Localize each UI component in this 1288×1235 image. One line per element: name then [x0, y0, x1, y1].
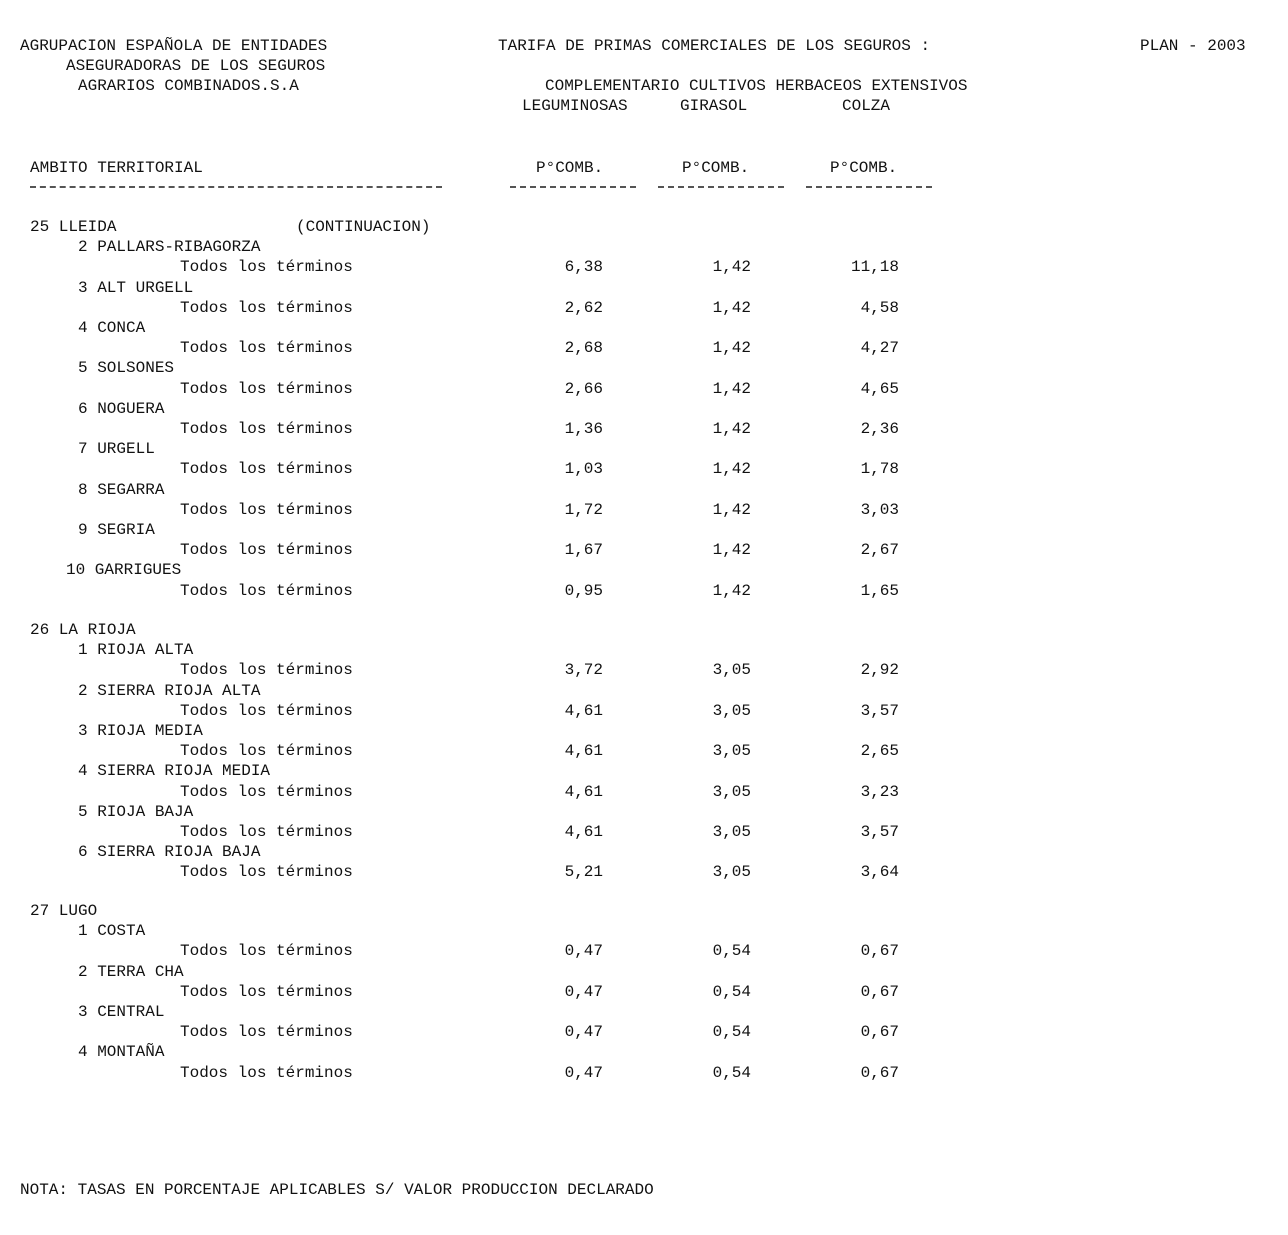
comarca-name: 2 PALLARS-RIBAGORZA: [78, 238, 261, 257]
document-title: TARIFA DE PRIMAS COMERCIALES DE LOS SEGUROS :: [498, 37, 931, 55]
rate-value: 1,42: [712, 298, 751, 317]
comarca-name: 3 RIOJA MEDIA: [78, 722, 203, 740]
rate-value: 1,42: [712, 379, 751, 398]
term-label: Todos los términos: [180, 420, 353, 438]
divider-col-2: [658, 186, 784, 188]
comarca-name: 3 CENTRAL: [78, 1003, 165, 1021]
column-header-ambito: AMBITO TERRITORIAL: [30, 159, 203, 177]
continuation-note: (CONTINUACION): [296, 218, 431, 236]
rate-value: 1,03: [564, 460, 603, 479]
comarca-name: 5 RIOJA BAJA: [78, 802, 194, 821]
rate-value: 2,92: [860, 661, 899, 680]
rate-value: 3,05: [712, 823, 751, 841]
rate-value: 4,27: [860, 339, 899, 358]
rate-value: 3,05: [712, 701, 751, 720]
rate-value: 3,57: [860, 701, 899, 720]
term-label: Todos los términos: [180, 258, 353, 277]
rate-value: 4,61: [564, 823, 603, 841]
rate-value: 3,05: [712, 863, 751, 882]
term-label: Todos los términos: [180, 460, 353, 479]
rate-value: 2,62: [564, 298, 603, 317]
rate-value: 3,05: [712, 782, 751, 801]
province-name: 25 LLEIDA: [30, 218, 117, 236]
rate-value: 3,72: [564, 661, 603, 680]
divider-col-1: [510, 186, 636, 188]
rate-value: 1,67: [564, 541, 603, 560]
footer-note: NOTA: TASAS EN PORCENTAJE APLICABLES S/ VALOR PRODUCCION DECLARADO: [20, 1181, 654, 1199]
rate-value: 6,38: [564, 258, 603, 277]
rate-value: 4,61: [564, 701, 603, 720]
province-name: 27 LUGO: [30, 902, 98, 920]
crop-header-leguminosas: LEGUMINOSAS: [522, 97, 628, 115]
term-label: Todos los términos: [180, 782, 353, 801]
rate-value: 0,67: [860, 982, 899, 1001]
comarca-name: 2 SIERRA RIOJA ALTA: [78, 681, 261, 700]
comarca-name: 1 RIOJA ALTA: [78, 641, 194, 660]
column-header-leguminosas: P°COMB.: [536, 159, 604, 177]
term-label: Todos los términos: [180, 581, 353, 600]
term-label: Todos los términos: [180, 1023, 353, 1042]
rate-value: 1,36: [564, 420, 603, 438]
term-label: Todos los términos: [180, 701, 353, 720]
comarca-name: 8 SEGARRA: [78, 480, 165, 499]
rate-value: 0,67: [860, 1023, 899, 1042]
term-label: Todos los términos: [180, 823, 353, 841]
rate-value: 0,47: [564, 942, 603, 961]
org-name-line-2: ASEGURADORAS DE LOS SEGUROS: [66, 57, 326, 75]
comarca-name: 4 MONTAÑA: [78, 1043, 165, 1062]
rate-value: 1,72: [564, 500, 603, 519]
rate-value: 0,47: [564, 1023, 603, 1042]
rate-value: 3,23: [860, 782, 899, 801]
term-label: Todos los términos: [180, 863, 353, 882]
comarca-name: 3 ALT URGELL: [78, 278, 194, 297]
divider-col-3: [806, 186, 932, 188]
province-name: 26 LA RIOJA: [30, 621, 136, 639]
rate-value: 0,67: [860, 942, 899, 961]
term-label: Todos los términos: [180, 379, 353, 398]
term-label: Todos los términos: [180, 541, 353, 560]
column-header-girasol: P°COMB.: [682, 159, 750, 177]
rate-value: 1,42: [712, 500, 751, 519]
comarca-name: 6 SIERRA RIOJA BAJA: [78, 843, 261, 862]
comarca-name: 4 SIERRA RIOJA MEDIA: [78, 762, 271, 781]
rate-value: 5,21: [564, 863, 603, 882]
rate-value: 4,65: [860, 379, 899, 398]
rate-value: 4,58: [860, 298, 899, 317]
rate-value: 3,64: [860, 863, 899, 882]
plan-label: PLAN - 2003: [1140, 37, 1246, 55]
rate-value: 0,67: [860, 1063, 899, 1082]
comarca-name: 9 SEGRIA: [78, 521, 155, 539]
rate-value: 3,05: [712, 661, 751, 680]
rate-value: 1,78: [860, 460, 899, 479]
comarca-name: 4 CONCA: [78, 319, 146, 337]
rate-value: 2,68: [564, 339, 603, 358]
rate-value: 3,05: [712, 742, 751, 761]
rate-value: 11,18: [850, 258, 899, 277]
rate-value: 1,42: [712, 339, 751, 358]
comarca-name: 6 NOGUERA: [78, 399, 165, 418]
rate-value: 0,54: [712, 1063, 751, 1082]
org-name-line-1: AGRUPACION ESPAÑOLA DE ENTIDADES: [20, 37, 328, 55]
rate-value: 1,42: [712, 460, 751, 479]
column-header-colza: P°COMB.: [830, 159, 898, 177]
rate-value: 3,57: [860, 823, 899, 841]
term-label: Todos los términos: [180, 339, 353, 358]
rate-value: 2,65: [860, 742, 899, 761]
rate-value: 1,42: [712, 420, 751, 438]
crop-header-colza: COLZA: [842, 97, 891, 115]
comarca-name: 7 URGELL: [78, 440, 155, 459]
rate-value: 1,42: [712, 581, 751, 600]
term-label: Todos los términos: [180, 942, 353, 961]
term-label: Todos los términos: [180, 298, 353, 317]
divider-ambito: [30, 186, 442, 188]
rate-value: 0,54: [712, 942, 751, 961]
rate-value: 3,03: [860, 500, 899, 519]
rate-value: 0,54: [712, 1023, 751, 1042]
rate-value: 2,67: [860, 541, 899, 560]
term-label: Todos los términos: [180, 742, 353, 761]
document-subtitle: COMPLEMENTARIO CULTIVOS HERBACEOS EXTENSIVOS: [545, 77, 968, 95]
term-label: Todos los términos: [180, 1063, 353, 1082]
rate-value: 4,61: [564, 742, 603, 761]
rate-value: 1,65: [860, 581, 899, 600]
comarca-name: 5 SOLSONES: [78, 359, 175, 378]
rate-value: 0,47: [564, 982, 603, 1001]
rate-value: 0,54: [712, 982, 751, 1001]
rate-value: 1,42: [712, 541, 751, 560]
rate-value: 2,66: [564, 379, 603, 398]
term-label: Todos los términos: [180, 982, 353, 1001]
rate-value: 1,42: [712, 258, 751, 277]
term-label: Todos los términos: [180, 500, 353, 519]
term-label: Todos los términos: [180, 661, 353, 680]
rate-value: 4,61: [564, 782, 603, 801]
comarca-name: 2 TERRA CHA: [78, 962, 184, 981]
comarca-name: 10 GARRIGUES: [66, 561, 182, 580]
rate-value: 2,36: [860, 420, 899, 438]
rate-value: 0,95: [564, 581, 603, 600]
crop-header-girasol: GIRASOL: [680, 97, 748, 115]
rate-value: 0,47: [564, 1063, 603, 1082]
org-name-line-3: AGRARIOS COMBINADOS.S.A: [78, 77, 299, 95]
comarca-name: 1 COSTA: [78, 922, 146, 941]
